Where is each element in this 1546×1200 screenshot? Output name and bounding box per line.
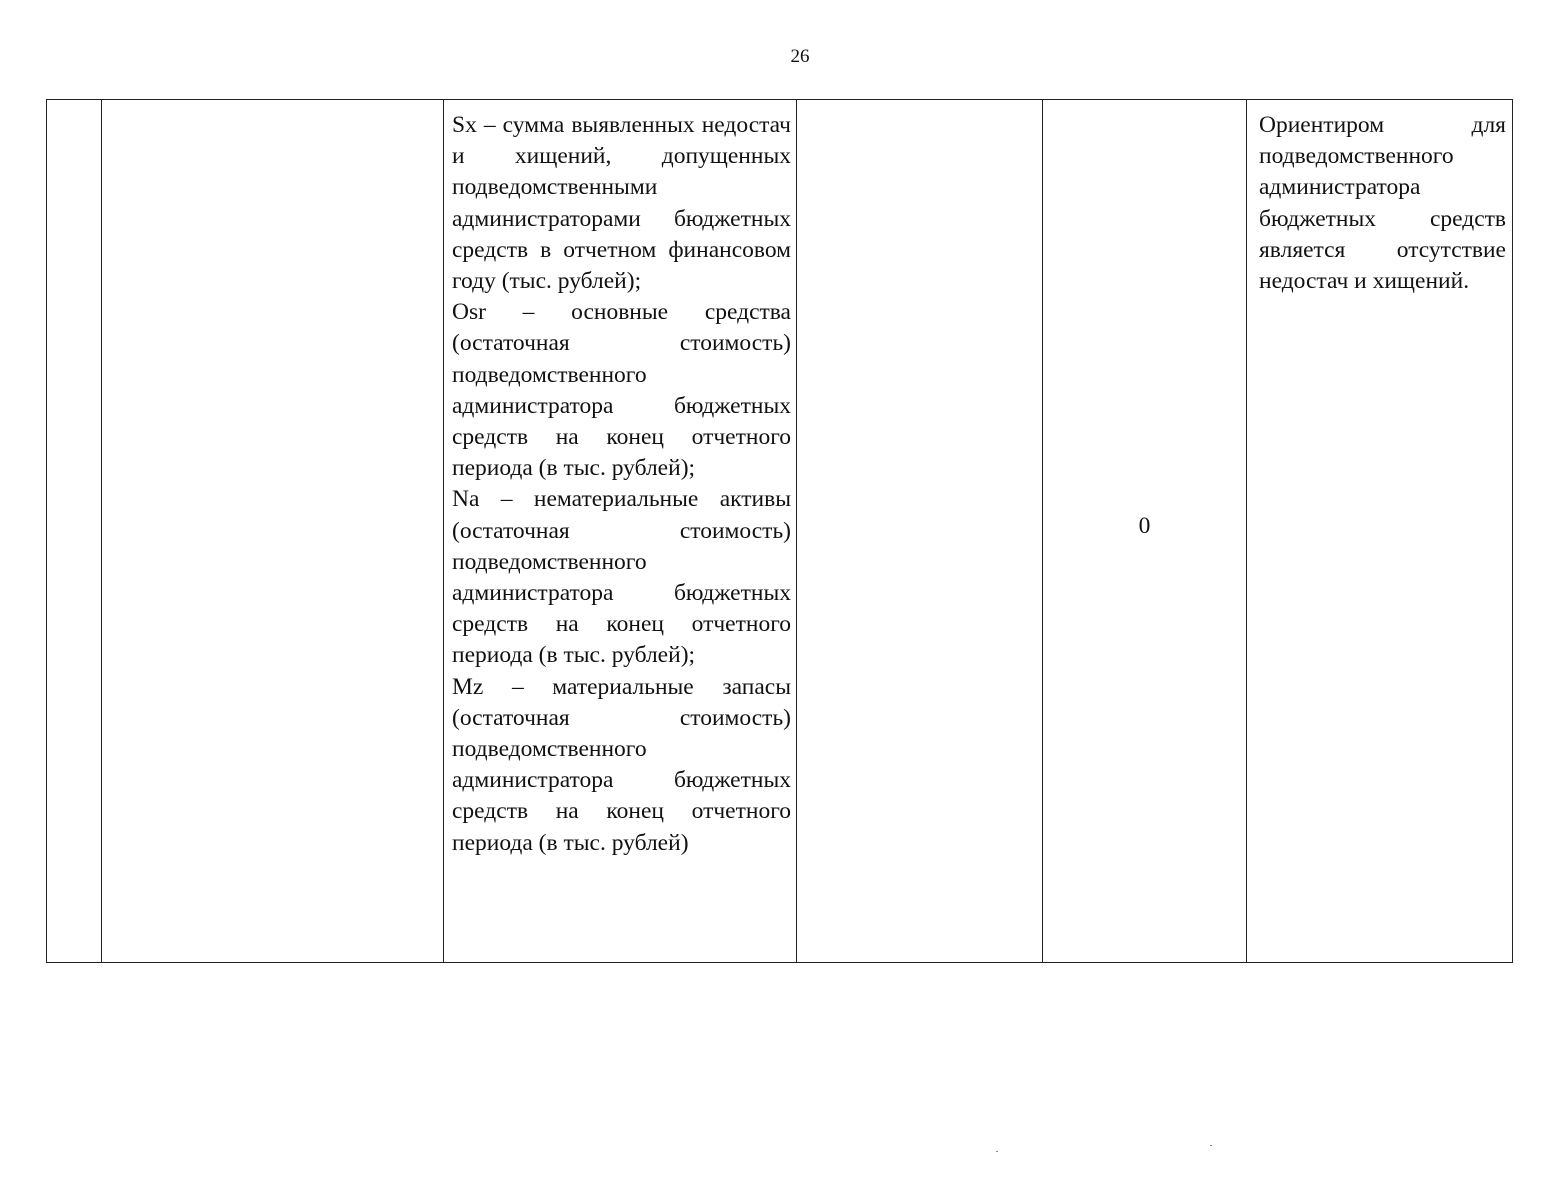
note-cell	[1247, 100, 1513, 963]
scan-speck	[1210, 1145, 1212, 1146]
table-row	[47, 100, 1513, 963]
definition-mz: Mz – материальные запасы (остаточная стоимость) подведомственного администратора бюджетных средств на конец отчетного периода (в тыс. рублей)	[452, 673, 791, 856]
empty-cell	[797, 100, 1043, 963]
definition-sx: Sx – сумма выявленных недостач и хищений, допущенных подведомственными администраторами бюджетных средств в отчетном финансовом году (тыс. рублей);	[452, 112, 791, 295]
number-cell	[47, 100, 102, 963]
definition-osr: Osr – основные средства (остаточная стоимость) подведомственного администратора бюджетных средств на конец отчетного периода (в тыс. рублей);	[452, 299, 791, 482]
indicator-table	[46, 99, 1513, 963]
indicator-name-cell	[102, 100, 444, 963]
page-number: 26	[790, 46, 810, 67]
formula-definitions-cell	[444, 100, 797, 963]
scan-speck	[996, 1151, 998, 1152]
note-text: Ориентиром для подведомственного администратора бюджетных средств является отсутствие недостач и хищений.	[1259, 112, 1506, 295]
target-value: 0	[1138, 512, 1151, 539]
target-value-cell	[1043, 100, 1247, 963]
definition-na: Na – нематериальные активы (остаточная стоимость) подведомственного администратора бюджетных средств на конец отчетного периода (в тыс. рублей);	[452, 486, 791, 669]
